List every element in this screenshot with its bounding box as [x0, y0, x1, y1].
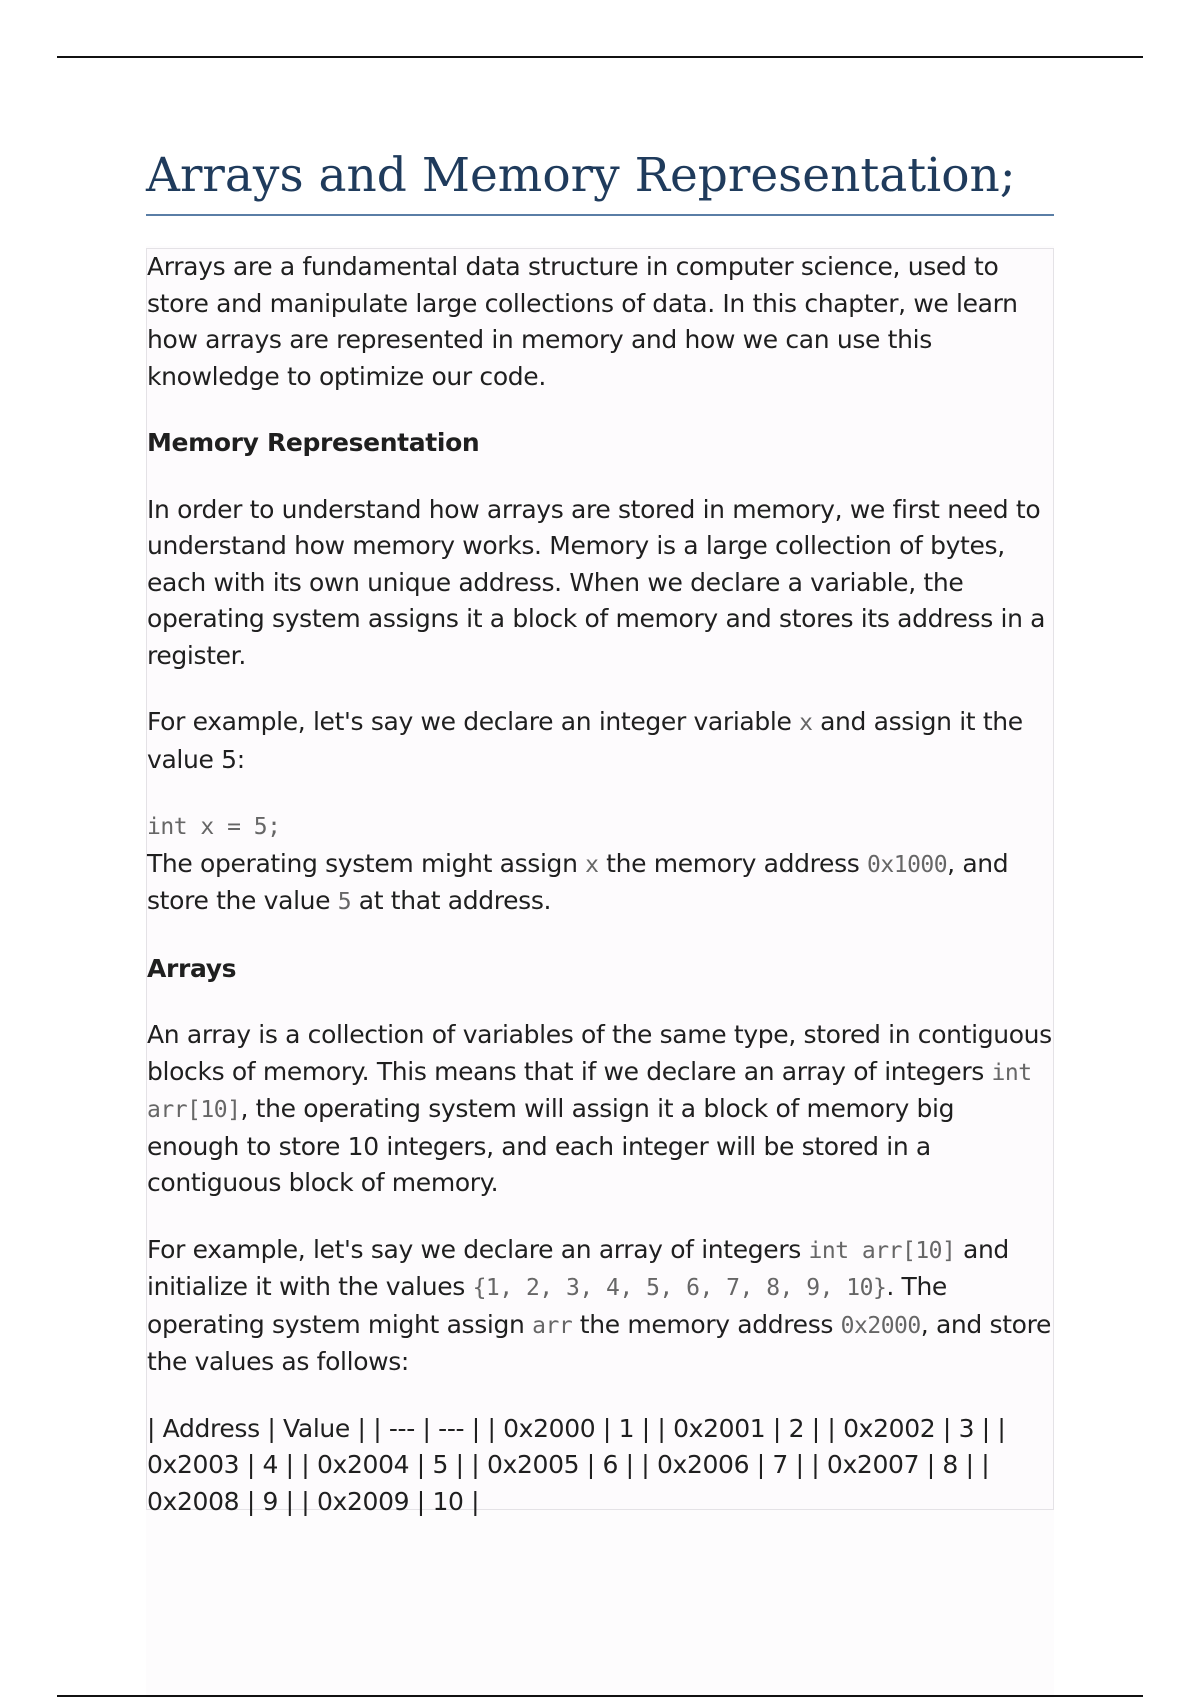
inline-code: 5: [337, 889, 352, 915]
text-run: , and store the value: [147, 848, 1009, 915]
arrays-paragraph-2: [147, 1232, 1053, 1381]
intro-paragraph: Arrays are a fundamental data structure in computer science, used to store and manipulate large collections of data. In this chapter, we learn how arrays are represented in memory and how we can use this knowledge to optimize our code.: [147, 252, 1018, 391]
memory-paragraph-2: [147, 704, 1053, 778]
section-heading-arrays: Arrays: [147, 953, 237, 983]
inline-code: x: [799, 710, 813, 736]
memory-paragraph-1: In order to understand how arrays are stored in memory, we first need to understand how memory works. Memory is a large collection of bytes, each with its own unique address. When we declare a variable, the operating system assigns it a block of memory and stores its address in a register.: [147, 494, 1046, 670]
arrays-paragraph-1: [147, 1017, 1053, 1202]
text-run: For example, let's say we declare an integer variable: [147, 707, 800, 736]
bottom-rule: [57, 1695, 1143, 1697]
text-run: , the operating system will assign it a block of memory big enough to store 10 integers, and each integer will be stored in a contiguous block of memory.: [147, 1094, 955, 1197]
top-rule: [57, 56, 1143, 58]
memory-table-text: | Address | Value | | --- | --- | | 0x2000 | 1 | | 0x2001 | 2 | | 0x2002 | 3 | | 0x2003 | 4 | | 0x2004 | 5 | | 0x2005 | 6 | | 0x2006 | 7 | | 0x2007 | 8 | | 0x2008 | 9 | | 0x2009 | 10 |: [147, 1413, 1006, 1516]
inline-code: 0x2000: [840, 1312, 921, 1339]
text-run: at that address.: [351, 886, 552, 915]
text-run: and initialize it with the values: [147, 1234, 1009, 1301]
text-run: the memory address: [598, 848, 868, 878]
code-line: [147, 808, 1053, 846]
code-snippet: int x = 5;: [147, 814, 281, 840]
inline-code: arr: [532, 1312, 573, 1339]
section-heading-memory: Memory Representation: [147, 428, 480, 457]
title-underline: [146, 214, 1054, 216]
inline-code: x: [585, 851, 599, 878]
text-run: and assign it the value 5:: [147, 707, 1023, 774]
inline-code: 0x1000: [867, 851, 948, 878]
text-run: For example, let's say we declare an array of integers: [147, 1234, 809, 1264]
text-run: the memory address: [572, 1309, 841, 1339]
text-run: An array is a collection of variables of the same type, stored in contiguous blocks of memory. This means that if we declare an array of integers: [147, 1020, 1052, 1086]
page-title: Arrays and Memory Representation;: [146, 148, 1016, 203]
memory-paragraph-3: [147, 846, 1053, 921]
text-run: The operating system might assign: [147, 848, 586, 878]
inline-code: int arr[10]: [147, 1059, 1032, 1123]
inline-code: {1, 2, 3, 4, 5, 6, 7, 8, 9, 10}: [472, 1275, 887, 1301]
text-run: , and store the values as follows:: [147, 1309, 1052, 1376]
text-run: . The operating system might assign: [147, 1272, 947, 1339]
inline-code: int arr[10]: [808, 1237, 956, 1264]
content-box: [146, 248, 1054, 1516]
